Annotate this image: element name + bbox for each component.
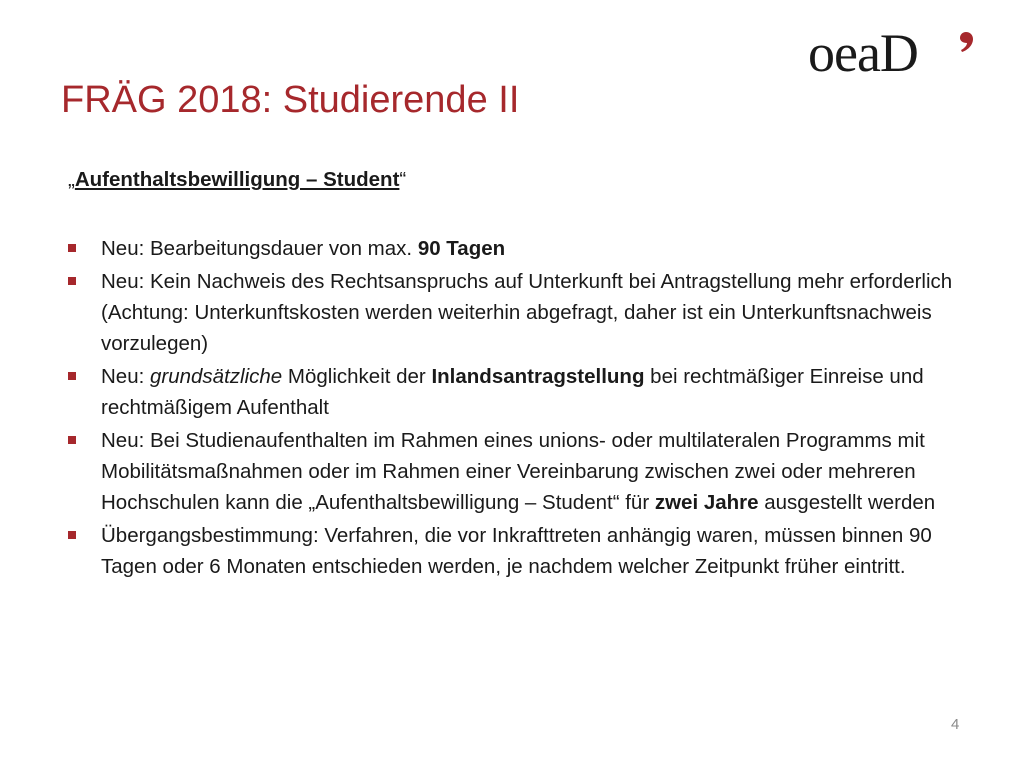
bullet-text-segment: Übergangsbestimmung: Verfahren, die vor Inkrafttreten anhängig waren, müssen binnen 90 Tagen oder 6 Monaten entschieden werden, je nachdem welcher Zeitpunkt früher eintritt.	[101, 524, 932, 578]
apostrophe-mark-icon	[959, 32, 973, 52]
oead-logo	[808, 23, 978, 83]
square-bullet-icon	[68, 372, 76, 380]
bullet-item	[68, 425, 968, 518]
oead-logo-text: oeaD	[808, 23, 918, 83]
subtitle-close-quote: “	[399, 168, 407, 191]
bullet-text-segment: Neu: Bei Studienaufenthalten im Rahmen eines unions- oder multilateralen Programms mit Mobilitätsmaßnahmen oder im Rahmen einer Vereinbarung zwischen zwei oder mehreren Hochschulen kann die „Aufenthaltsbewilligung – Student“ für	[101, 429, 925, 514]
bullet-text-segment: Möglichkeit der	[282, 365, 432, 388]
subtitle-open-quote: „	[68, 168, 75, 191]
slide-title: FRÄG 2018: Studierende II	[61, 79, 520, 121]
bullet-item	[68, 520, 968, 582]
subtitle-underlined-text: Aufenthaltsbewilligung – Student	[74, 168, 400, 191]
bullet-list	[68, 233, 968, 582]
slide-content	[68, 164, 968, 584]
page-number: 4	[951, 716, 960, 733]
bullet-text-segment: ausgestellt werden	[758, 491, 936, 514]
bullet-item	[68, 233, 968, 264]
bullet-text-segment: Neu:	[101, 365, 150, 388]
slide-subtitle	[68, 164, 968, 195]
square-bullet-icon	[68, 277, 76, 285]
bullet-item	[68, 266, 968, 359]
bullet-item	[68, 361, 968, 423]
square-bullet-icon	[68, 244, 76, 252]
bullet-text-segment: Neu: Kein Nachweis des Rechtsanspruchs auf Unterkunft bei Antragstellung mehr erforderlich (Achtung: Unterkunftskosten werden weiterhin abgefragt, daher ist ein Unterkunftsnachweis vorzulegen)	[101, 270, 953, 355]
square-bullet-icon	[68, 531, 76, 539]
bullet-text-segment: bei rechtmäßiger Einreise und rechtmäßigem Aufenthalt	[101, 365, 924, 419]
square-bullet-icon	[68, 436, 76, 444]
bullet-text-segment: grundsätzliche	[150, 365, 283, 388]
bullet-text-segment: Inlandsantragstellung	[431, 365, 645, 388]
bullet-text-segment: 90 Tagen	[417, 237, 506, 260]
bullet-text-segment: zwei Jahre	[654, 491, 759, 514]
bullet-text-segment: Neu: Bearbeitungsdauer von max.	[101, 237, 418, 260]
